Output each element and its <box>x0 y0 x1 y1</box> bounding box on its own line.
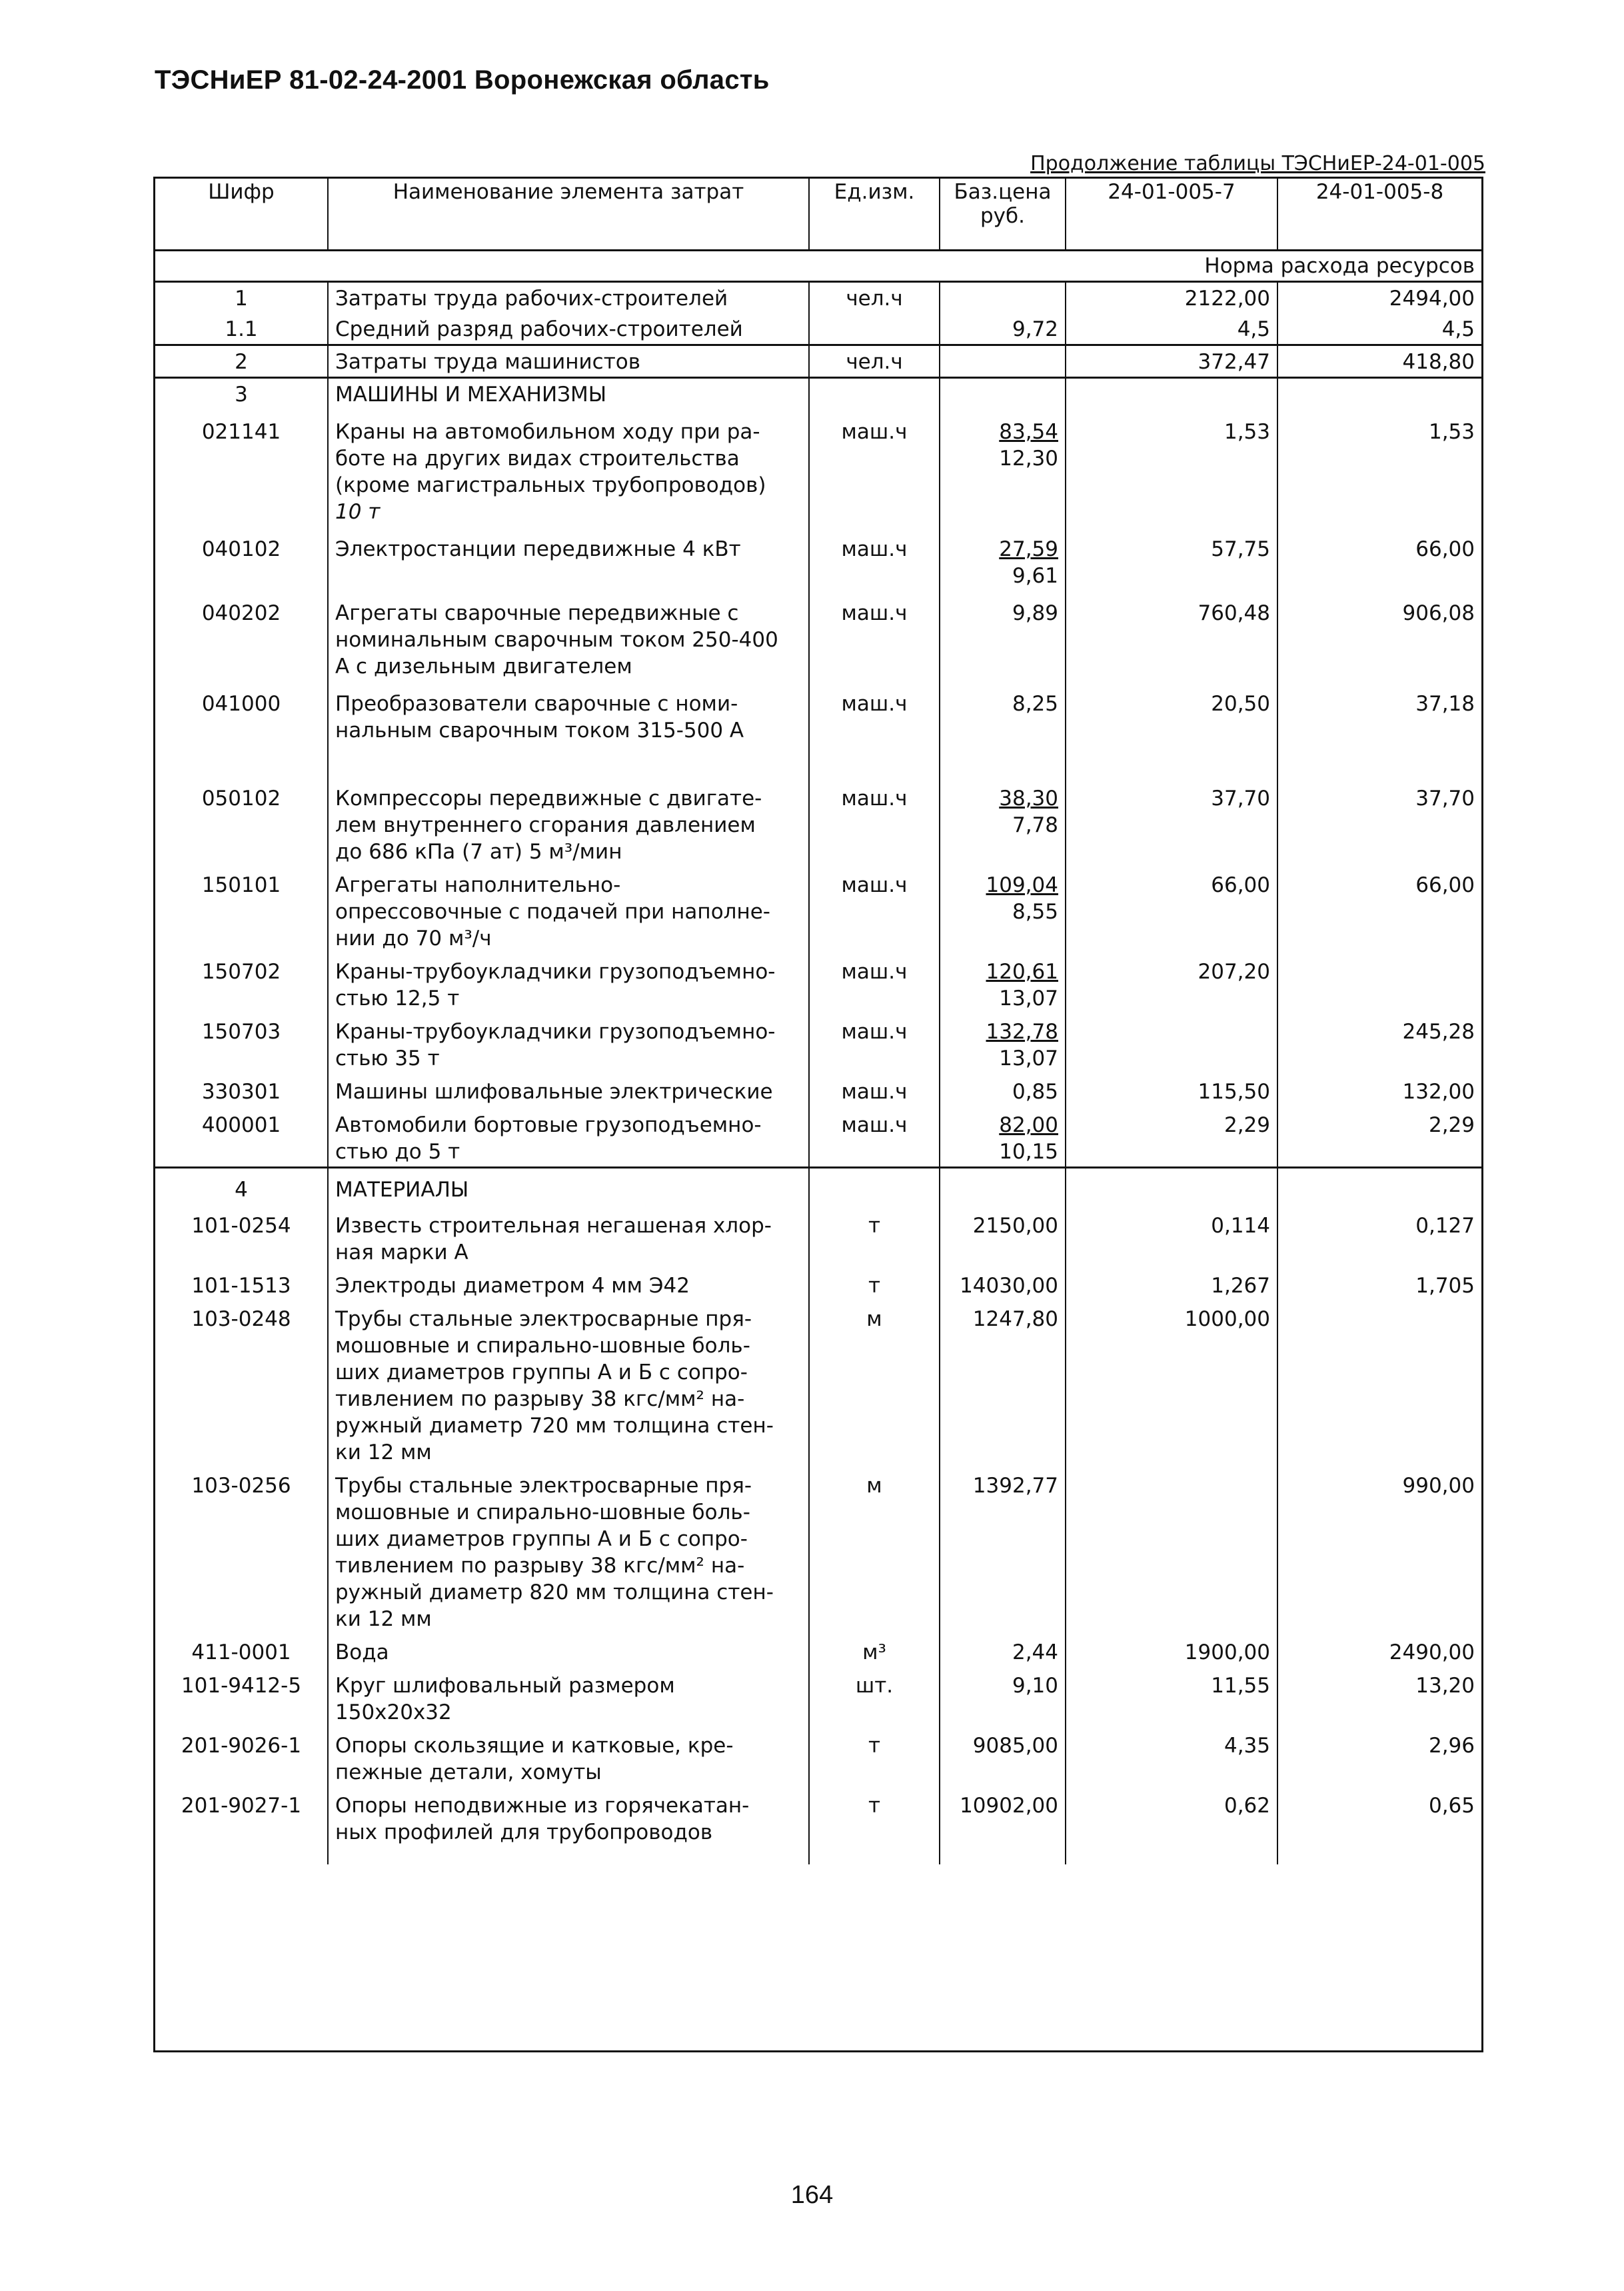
cell-unit: м <box>809 1300 940 1467</box>
table-row <box>155 867 1481 953</box>
cell-norm-24-01-005-8: 37,70 <box>1277 745 1481 867</box>
base-price-machinist-wage: 9,61 <box>1012 564 1058 588</box>
cell-name <box>328 527 809 591</box>
table-continuation-caption: Продолжение таблицы ТЭСНиЕР-24-01-005 <box>1030 152 1485 175</box>
base-price-value: 14030,00 <box>960 1274 1058 1298</box>
cell-norm-24-01-005-8: 1,705 <box>1277 1267 1481 1300</box>
filler-cell <box>155 1847 328 1864</box>
cell-name-text: Затраты труда рабочих-строителей <box>335 287 728 311</box>
cell-name-text: Электростанции передвижные 4 кВт <box>335 537 741 561</box>
cell-name-text: Краны-трубоукладчики грузоподъемно- стью 35 т <box>335 1020 776 1071</box>
base-price-value: 10902,00 <box>960 1794 1058 1818</box>
table-row <box>155 1013 1481 1073</box>
base-price-value: 38,30 <box>999 787 1058 811</box>
cell-name-text: Автомобили бортовые грузоподъемно- стью до 5 т <box>335 1113 762 1164</box>
cell-name-text: Машины шлифовальные электрические <box>335 1080 773 1104</box>
base-price-machinist-wage: 12,30 <box>999 447 1058 471</box>
cell-code: 4 <box>155 1168 328 1205</box>
cell-unit <box>809 313 940 345</box>
table-row <box>155 1073 1481 1107</box>
table-row <box>155 1634 1481 1667</box>
table-row <box>155 745 1481 867</box>
cell-name-text: Опоры неподвижные из горячекатан- ных профилей для трубопроводов <box>335 1794 750 1844</box>
base-price-value: 82,00 <box>999 1113 1058 1137</box>
document-title: ТЭСНиЕР 81-02-24-2001 Воронежская область <box>155 65 770 95</box>
cell-name-text: Трубы стальные электросварные пря- мошовные и спирально-шовные боль- ших диаметров группы А и Б с сопро- тивлением по разрыву 38 кгс/мм² на- ружный диаметр 820 мм толщина стен- ки 12 мм <box>335 1474 774 1631</box>
cell-unit: т <box>809 1267 940 1300</box>
cell-name-text: Агрегаты наполнительно- опрессовочные с подачей при наполне- нии до 70 м³/ч <box>335 873 770 951</box>
table-row <box>155 282 1481 314</box>
table-row <box>155 1204 1481 1267</box>
cell-code: 1.1 <box>155 313 328 345</box>
cell-base-price <box>940 527 1066 591</box>
cell-name <box>328 1467 809 1634</box>
resource-norms-table <box>155 179 1481 1864</box>
cell-code: 040202 <box>201 601 281 625</box>
cell-unit: маш.ч <box>809 1073 940 1107</box>
cell-base-price <box>940 1300 1066 1467</box>
cell-norm-24-01-005-8: 13,20 <box>1277 1667 1481 1727</box>
cell-name <box>328 1727 809 1787</box>
cell-name <box>328 378 809 410</box>
cell-code: 201-9026-1 <box>181 1734 302 1758</box>
cell-unit: чел.ч <box>809 345 940 378</box>
cell-norm-24-01-005-8: 37,18 <box>1277 681 1481 745</box>
cell-name <box>328 345 809 378</box>
cell-norm-24-01-005-8: 2490,00 <box>1277 1634 1481 1667</box>
table-header-row <box>155 179 1481 251</box>
cell-norm-24-01-005-8: 66,00 <box>1277 867 1481 953</box>
cell-norm-24-01-005-7: 37,70 <box>1066 745 1277 867</box>
cell-norm-24-01-005-7 <box>1066 1467 1277 1634</box>
cell-code: 101-9412-5 <box>181 1674 302 1698</box>
base-price-machinist-wage: 13,07 <box>999 1047 1058 1071</box>
filler-cell <box>940 1847 1066 1864</box>
base-price-value: 2,44 <box>1012 1640 1058 1664</box>
column-header-code: Шифр <box>155 179 328 251</box>
norm-label: Норма расхода ресурсов <box>155 251 1481 282</box>
cell-name-text: Известь строительная негашеная хлор- ная марки А <box>335 1214 772 1264</box>
filler-cell <box>328 1847 809 1864</box>
cell-base-price <box>940 1073 1066 1107</box>
cell-unit: м³ <box>809 1634 940 1667</box>
cell-name <box>328 591 809 681</box>
cell-norm-24-01-005-7: 1000,00 <box>1066 1300 1277 1467</box>
cell-norm-24-01-005-7: 66,00 <box>1066 867 1277 953</box>
base-price-machinist-wage: 8,55 <box>1012 900 1058 924</box>
base-price-value: 109,04 <box>986 873 1058 897</box>
filler-row <box>155 1847 1481 1864</box>
base-price-machinist-wage: 10,15 <box>999 1140 1058 1164</box>
cell-norm-24-01-005-8: 2,96 <box>1277 1727 1481 1787</box>
cell-norm-24-01-005-8: 418,80 <box>1277 345 1481 378</box>
cell-code: 041000 <box>201 692 281 716</box>
table-row <box>155 345 1481 378</box>
column-header-name: Наименование элемента затрат <box>328 179 809 251</box>
table-row <box>155 1787 1481 1847</box>
base-price-value: 27,59 <box>999 537 1058 561</box>
base-price-value: 120,61 <box>986 960 1058 984</box>
cell-name <box>328 1267 809 1300</box>
cell-base-price <box>940 867 1066 953</box>
cell-unit <box>809 378 940 410</box>
column-header-unit: Ед.изм. <box>809 179 940 251</box>
cell-name <box>328 1073 809 1107</box>
cell-name-text: Трубы стальные электросварные пря- мошовные и спирально-шовные боль- ших диаметров группы А и Б с сопро- тивлением по разрыву 38 кгс/мм² на- ружный диаметр 720 мм толщина стен- ки 12 мм <box>335 1307 774 1464</box>
cell-base-price <box>940 1634 1066 1667</box>
cell-norm-24-01-005-7: 57,75 <box>1066 527 1277 591</box>
cell-base-price <box>940 1467 1066 1634</box>
cell-norm-24-01-005-7: 0,62 <box>1066 1787 1277 1847</box>
cell-base-price <box>940 681 1066 745</box>
cell-norm-24-01-005-8: 1,53 <box>1277 409 1481 527</box>
base-price-value: 9,10 <box>1012 1674 1058 1698</box>
cell-code: 103-0256 <box>191 1474 291 1498</box>
cell-name <box>328 681 809 745</box>
cell-unit: маш.ч <box>809 409 940 527</box>
cell-base-price <box>940 282 1066 314</box>
cell-norm-24-01-005-7 <box>1066 378 1277 410</box>
column-header-24-01-005-8: 24-01-005-8 <box>1277 179 1481 251</box>
cell-name-text: МАТЕРИАЛЫ <box>335 1178 469 1202</box>
cell-name-text: Преобразователи сварочные с номи- нальным сварочным током 315-500 А <box>335 692 744 743</box>
table-row <box>155 591 1481 681</box>
cell-name <box>328 1204 809 1267</box>
cell-norm-24-01-005-7: 20,50 <box>1066 681 1277 745</box>
cell-name-italic-note: 10 т <box>335 500 381 524</box>
cell-name-text: Затраты труда машинистов <box>335 350 641 374</box>
table-row <box>155 953 1481 1013</box>
cell-norm-24-01-005-7: 207,20 <box>1066 953 1277 1013</box>
cell-norm-24-01-005-8: 4,5 <box>1277 313 1481 345</box>
cell-code: 400001 <box>201 1113 281 1137</box>
cell-code: 150703 <box>201 1020 281 1044</box>
table-row <box>155 409 1481 527</box>
cell-base-price <box>940 313 1066 345</box>
cell-base-price <box>940 1787 1066 1847</box>
filler-cell <box>809 1847 940 1864</box>
cell-norm-24-01-005-8 <box>1277 1168 1481 1205</box>
cell-code: 2 <box>155 345 328 378</box>
cell-norm-24-01-005-7: 2,29 <box>1066 1107 1277 1168</box>
cell-base-price <box>940 1204 1066 1267</box>
cell-name <box>328 1168 809 1205</box>
cell-norm-24-01-005-7: 4,35 <box>1066 1727 1277 1787</box>
cell-code: 050102 <box>201 787 281 811</box>
cell-norm-24-01-005-7: 11,55 <box>1066 1667 1277 1727</box>
cell-norm-24-01-005-7: 115,50 <box>1066 1073 1277 1107</box>
base-price-value: 9085,00 <box>972 1734 1058 1758</box>
table-row <box>155 1267 1481 1300</box>
cell-unit: маш.ч <box>809 681 940 745</box>
cell-code: 201-9027-1 <box>181 1794 302 1818</box>
cell-unit: т <box>809 1204 940 1267</box>
cell-unit: маш.ч <box>809 1013 940 1073</box>
cell-name <box>328 867 809 953</box>
base-price-value: 1247,80 <box>972 1307 1058 1331</box>
base-price-value: 9,72 <box>1012 317 1058 341</box>
cell-unit: т <box>809 1787 940 1847</box>
base-price-value: 9,89 <box>1012 601 1058 625</box>
column-header-24-01-005-7: 24-01-005-7 <box>1066 179 1277 251</box>
column-header-base-price: Баз.цена руб. <box>940 179 1066 251</box>
cell-name-text: Краны на автомобильном ходу при ра- боте на других видах строительства (кроме магистральных трубопроводов) <box>335 420 766 497</box>
table-row <box>155 1107 1481 1168</box>
cell-norm-24-01-005-8: 0,127 <box>1277 1204 1481 1267</box>
cell-code: 411-0001 <box>191 1640 291 1664</box>
cell-norm-24-01-005-7: 1900,00 <box>1066 1634 1277 1667</box>
cell-unit: маш.ч <box>809 745 940 867</box>
table-row <box>155 1467 1481 1634</box>
base-price-value: 8,25 <box>1012 692 1058 716</box>
cell-code: 1 <box>235 287 248 311</box>
cell-base-price <box>940 1107 1066 1168</box>
cell-name <box>328 745 809 867</box>
cell-norm-24-01-005-7: 0,114 <box>1066 1204 1277 1267</box>
base-price-machinist-wage: 13,07 <box>999 987 1058 1011</box>
cell-norm-24-01-005-7: 760,48 <box>1066 591 1277 681</box>
cell-code: 330301 <box>201 1080 281 1104</box>
cell-unit: чел.ч <box>809 282 940 314</box>
cell-code: 021141 <box>201 420 281 444</box>
cell-code: 103-0248 <box>191 1307 291 1331</box>
table-row <box>155 1168 1481 1205</box>
cell-code: 3 <box>235 383 248 407</box>
table-row <box>155 1300 1481 1467</box>
cell-norm-24-01-005-8: 2,29 <box>1277 1107 1481 1168</box>
cell-base-price <box>940 409 1066 527</box>
cell-code: 150101 <box>201 873 281 897</box>
cell-name-text: Средний разряд рабочих-строителей <box>335 317 743 341</box>
cell-base-price <box>940 378 1066 410</box>
cell-norm-24-01-005-8: 132,00 <box>1277 1073 1481 1107</box>
cell-base-price <box>940 591 1066 681</box>
cell-norm-24-01-005-8: 906,08 <box>1277 591 1481 681</box>
norm-label-row <box>155 251 1481 282</box>
cell-unit <box>809 1168 940 1205</box>
cell-name-text: Агрегаты сварочные передвижные с номинальным сварочным током 250-400 А с дизельным двигателем <box>335 601 778 679</box>
cell-name <box>328 1300 809 1467</box>
base-price-value: 132,78 <box>986 1020 1058 1044</box>
cell-norm-24-01-005-8 <box>1277 953 1481 1013</box>
cell-norm-24-01-005-7 <box>1066 1168 1277 1205</box>
filler-cell <box>1277 1847 1481 1864</box>
cell-norm-24-01-005-8: 0,65 <box>1277 1787 1481 1847</box>
cell-name-text: Краны-трубоукладчики грузоподъемно- стью 12,5 т <box>335 960 776 1011</box>
table-row <box>155 1727 1481 1787</box>
filler-cell <box>1066 1847 1277 1864</box>
base-price-value: 83,54 <box>999 420 1058 444</box>
cell-name-text: Опоры скользящие и катковые, кре- пежные детали, хомуты <box>335 1734 734 1784</box>
cell-norm-24-01-005-8: 66,00 <box>1277 527 1481 591</box>
cell-unit: т <box>809 1727 940 1787</box>
cell-name-text: МАШИНЫ И МЕХАНИЗМЫ <box>335 383 607 407</box>
base-price-machinist-wage: 7,78 <box>1012 813 1058 837</box>
cell-name <box>328 313 809 345</box>
cell-unit: маш.ч <box>809 527 940 591</box>
cell-unit: маш.ч <box>809 591 940 681</box>
table-row <box>155 1667 1481 1727</box>
cell-base-price <box>940 1013 1066 1073</box>
cell-unit: маш.ч <box>809 867 940 953</box>
cell-name-text: Вода <box>335 1640 389 1664</box>
cell-norm-24-01-005-7: 2122,00 <box>1066 282 1277 314</box>
cell-norm-24-01-005-7: 4,5 <box>1066 313 1277 345</box>
page-number: 164 <box>790 2181 834 2209</box>
table-row <box>155 378 1481 410</box>
cell-norm-24-01-005-7: 1,53 <box>1066 409 1277 527</box>
cell-name <box>328 1787 809 1847</box>
cell-norm-24-01-005-7: 1,267 <box>1066 1267 1277 1300</box>
cell-code: 101-1513 <box>191 1274 291 1298</box>
cell-base-price <box>940 1667 1066 1727</box>
cell-base-price <box>940 1727 1066 1787</box>
base-price-value: 0,85 <box>1012 1080 1058 1104</box>
cell-name-text: Электроды диаметром 4 мм Э42 <box>335 1274 690 1298</box>
cell-norm-24-01-005-8: 990,00 <box>1277 1467 1481 1634</box>
cell-base-price <box>940 1267 1066 1300</box>
cell-code: 101-0254 <box>191 1214 291 1238</box>
table-row <box>155 313 1481 345</box>
cell-name <box>328 409 809 527</box>
base-price-value: 1392,77 <box>972 1474 1058 1498</box>
cell-name <box>328 1634 809 1667</box>
table-body <box>155 282 1481 1865</box>
cell-base-price <box>940 345 1066 378</box>
cell-norm-24-01-005-8: 2494,00 <box>1277 282 1481 314</box>
cell-norm-24-01-005-8: 245,28 <box>1277 1013 1481 1073</box>
cell-base-price <box>940 1168 1066 1205</box>
cell-name <box>328 1013 809 1073</box>
cell-name-text: Круг шлифовальный размером 150x20x32 <box>335 1674 675 1724</box>
cell-name <box>328 1667 809 1727</box>
cell-name <box>328 953 809 1013</box>
cell-base-price <box>940 745 1066 867</box>
cell-name <box>328 282 809 314</box>
cell-name <box>328 1107 809 1168</box>
cell-base-price <box>940 953 1066 1013</box>
cell-name-text: Компрессоры передвижные с двигате- лем внутреннего сгорания давлением до 686 кПа (7 ат) 5 м³/мин <box>335 787 762 864</box>
cell-code: 150702 <box>201 960 281 984</box>
cell-norm-24-01-005-7 <box>1066 1013 1277 1073</box>
cell-norm-24-01-005-7: 372,47 <box>1066 345 1277 378</box>
cell-code: 040102 <box>201 537 281 561</box>
table-row <box>155 681 1481 745</box>
cell-unit: маш.ч <box>809 953 940 1013</box>
cell-unit: маш.ч <box>809 1107 940 1168</box>
cell-unit: м <box>809 1467 940 1634</box>
base-price-value: 2150,00 <box>972 1214 1058 1238</box>
cell-norm-24-01-005-8 <box>1277 378 1481 410</box>
cell-unit: шт. <box>809 1667 940 1727</box>
table-row <box>155 527 1481 591</box>
cell-norm-24-01-005-8 <box>1277 1300 1481 1467</box>
